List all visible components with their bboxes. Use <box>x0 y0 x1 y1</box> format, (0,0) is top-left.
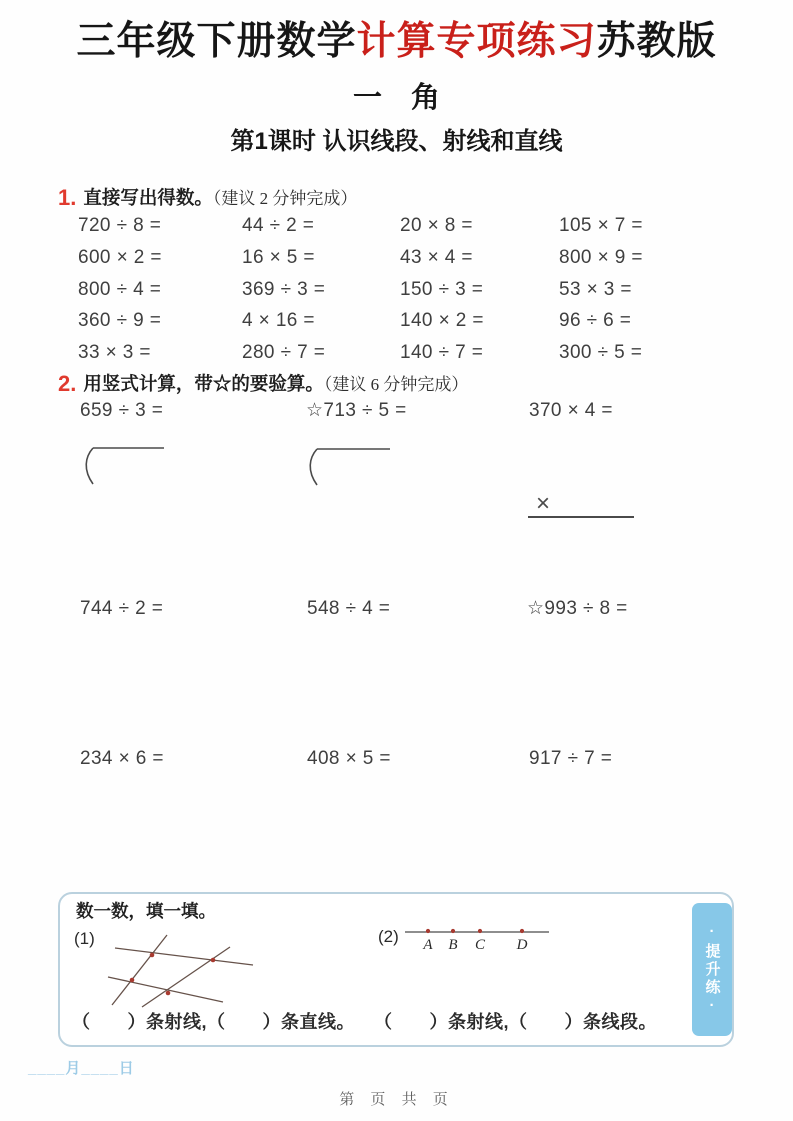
problem-cell: 140 ÷ 7 = <box>400 342 484 364</box>
point-label-b: B <box>448 937 458 953</box>
problem-cell: 234 × 6 = <box>80 748 164 769</box>
section1-number: 1. <box>58 185 77 210</box>
problem-cell: 917 ÷ 7 = <box>529 748 613 769</box>
problem-cell: 20 × 8 = <box>400 215 473 236</box>
point-dot <box>520 929 524 933</box>
section2-number: 2. <box>58 371 77 396</box>
problem-cell: 150 ÷ 3 = <box>400 278 484 300</box>
page-title <box>0 22 793 61</box>
practice-tab: ·提升练· <box>692 903 732 1036</box>
point-label-c: C <box>474 937 486 953</box>
intersection-dot <box>150 953 155 958</box>
problem-cell: 16 × 5 = <box>242 246 315 268</box>
problem-cell: 140 × 2 = <box>400 310 484 332</box>
title-part-grade: 三年级下册数学 <box>76 20 357 63</box>
unit-title: 一 角 <box>352 82 440 114</box>
section1-hint: （建议 2 分钟完成） <box>212 189 358 208</box>
problem-cell: 33 × 3 = <box>78 342 151 364</box>
point-label-d: D <box>516 937 528 953</box>
problem-cell: 800 × 9 = <box>559 246 643 268</box>
lesson-title: 第1课时 认识线段、射线和直线 <box>230 128 563 155</box>
problem-cell: 280 ÷ 7 = <box>242 342 326 364</box>
date-fill-in: ____月____日 <box>28 1060 135 1077</box>
intersection-dot <box>166 991 171 996</box>
section1-title: 直接写出得数。 <box>83 187 213 208</box>
problem-cell: 44 ÷ 2 = <box>242 215 315 236</box>
multiplication-sign: × <box>536 490 551 517</box>
section2-hint: （建议 6 分钟完成） <box>323 375 469 394</box>
vertical-calc-row2 <box>0 599 793 621</box>
section1-heading <box>58 186 357 208</box>
answer-blanks-fig2: （ ）条射线,（ ）条线段。 <box>374 1012 657 1032</box>
title-part-topic: 计算专项练习 <box>356 20 597 63</box>
vertical-calc-row3 <box>0 749 793 771</box>
problem-cell: 43 × 4 = <box>400 246 473 268</box>
line-with-points-figure <box>402 918 554 952</box>
title-part-edition: 苏教版 <box>596 20 717 63</box>
problem-cell: 53 × 3 = <box>559 278 632 300</box>
point-dot <box>426 929 430 933</box>
problem-cell: 408 × 5 = <box>307 748 391 769</box>
problem-cell: ☆993 ÷ 8 = <box>527 598 628 619</box>
problem-cell: 300 ÷ 5 = <box>559 342 643 364</box>
long-division-bracket <box>80 444 172 488</box>
problem-cell: 370 × 4 = <box>529 400 613 421</box>
page-number-footer: 第 页 共 页 <box>339 1091 454 1108</box>
problem-cell: 720 ÷ 8 = <box>78 215 162 236</box>
multiplication-rule-line <box>528 516 634 518</box>
problem-cell: 600 × 2 = <box>78 246 162 268</box>
problem-cell: 360 ÷ 9 = <box>78 310 162 332</box>
problem-cell: 659 ÷ 3 = <box>80 400 164 421</box>
problem-cell: 548 ÷ 4 = <box>307 598 391 619</box>
section2-heading <box>58 372 468 394</box>
problem-cell: 744 ÷ 2 = <box>80 598 164 619</box>
problem-cell: 105 × 7 = <box>559 215 643 236</box>
intersection-dot <box>130 978 135 983</box>
problem-cell: 96 ÷ 6 = <box>559 310 632 332</box>
oral-calculation-grid <box>78 216 738 375</box>
problem-cell: 800 ÷ 4 = <box>78 278 162 300</box>
problem-cell: ☆713 ÷ 5 = <box>306 400 407 421</box>
intersection-dot <box>211 958 216 963</box>
figure2-label: (2) <box>378 927 399 946</box>
practice-prompt: 数一数，填一填。 <box>76 901 216 921</box>
figure1-label: (1) <box>74 929 95 948</box>
problem-cell: 369 ÷ 3 = <box>242 278 326 300</box>
problem-cell: 4 × 16 = <box>242 310 315 332</box>
answer-blanks-fig1: （ ）条射线,（ ）条直线。 <box>72 1012 355 1032</box>
long-division-bracket <box>304 445 396 489</box>
crossing-lines-figure <box>100 925 262 1015</box>
point-dot <box>478 929 482 933</box>
point-dot <box>451 929 455 933</box>
section2-title: 用竖式计算，带☆的要验算。 <box>83 373 324 394</box>
vertical-calc-row1 <box>0 401 793 423</box>
point-label-a: A <box>423 937 433 953</box>
